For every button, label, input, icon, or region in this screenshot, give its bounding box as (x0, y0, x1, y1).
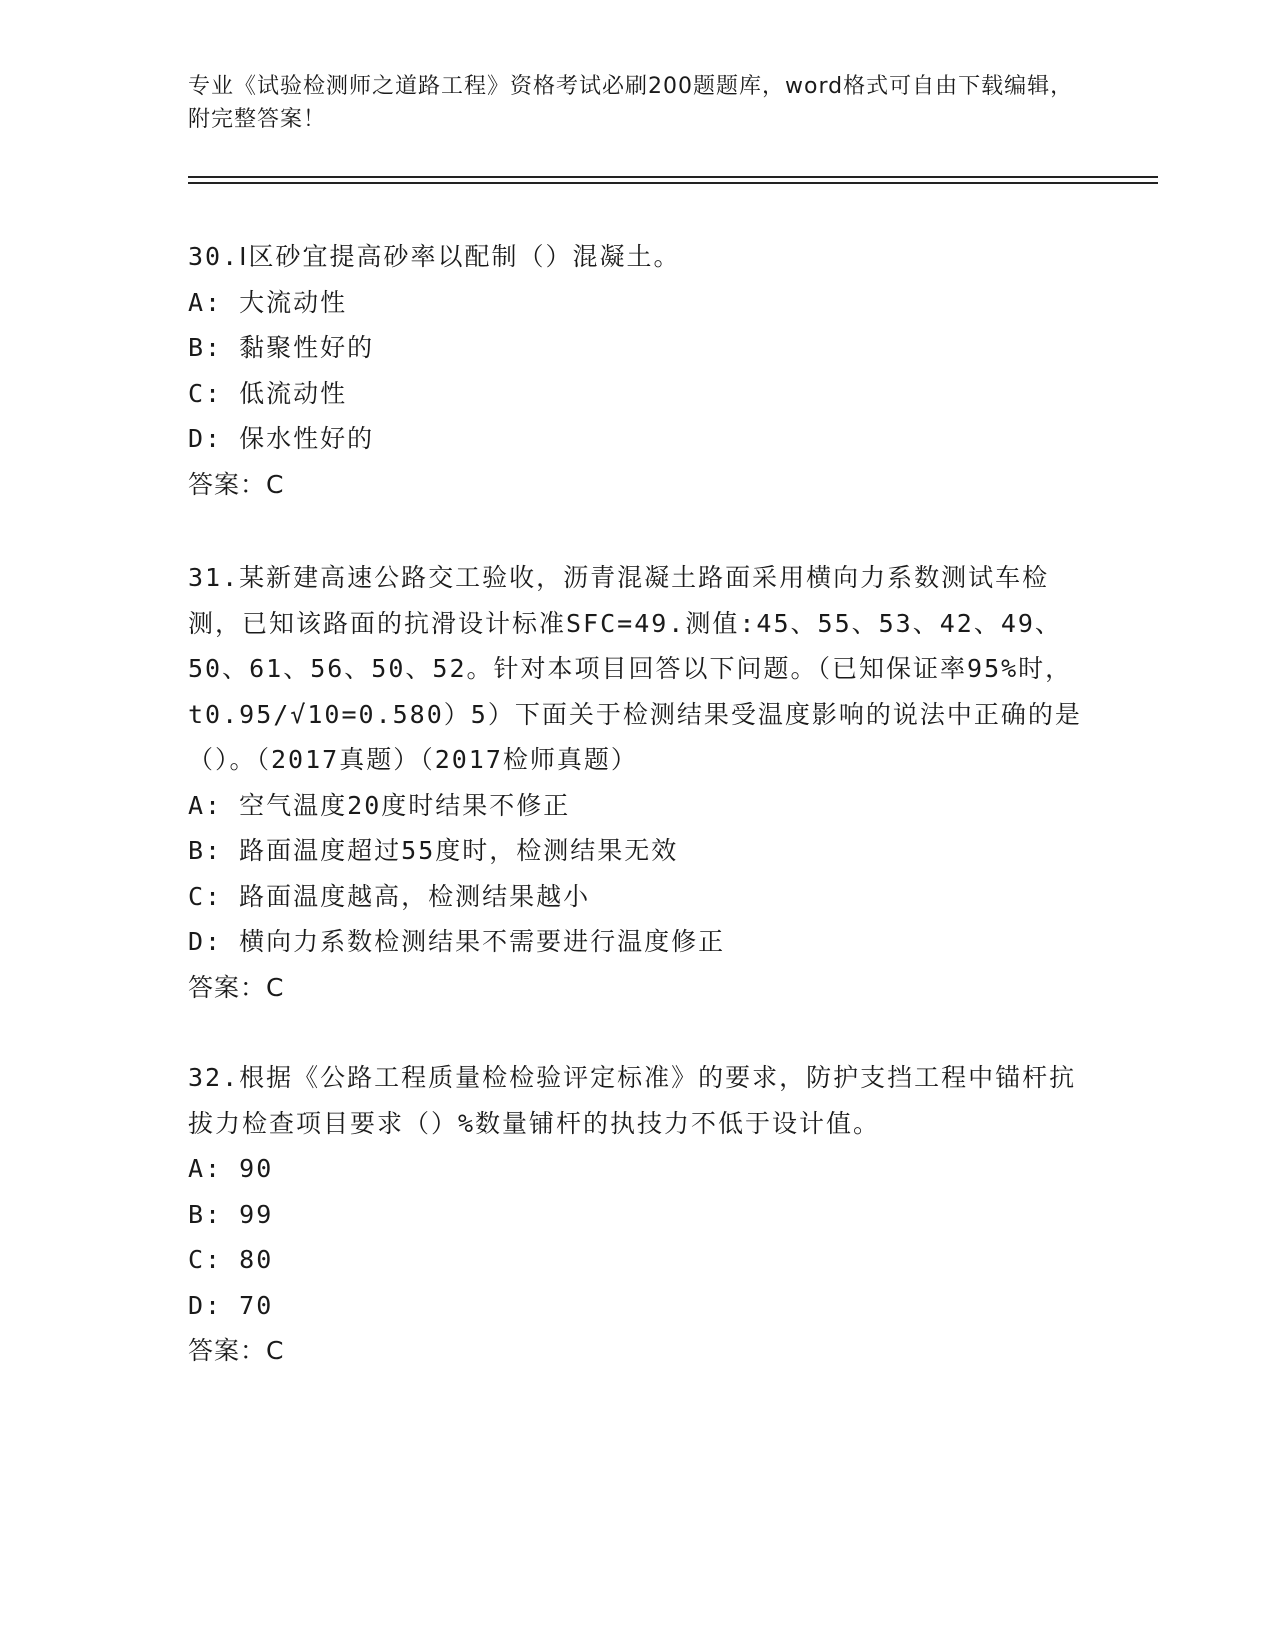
option-text: 横向力系数检测结果不需要进行温度修正 (239, 927, 726, 956)
header-divider-top (188, 176, 1158, 178)
option-text: 70 (239, 1290, 274, 1320)
option-letter: B: (188, 333, 223, 362)
question-31 (188, 555, 1088, 1010)
option-letter: D: (188, 424, 223, 453)
option-c (188, 371, 1088, 417)
question-stem: 30.Ⅰ区砂宜提高砂率以配制（）混凝土。 (188, 242, 681, 271)
option-text: 路面温度越高，检测结果越小 (239, 881, 591, 911)
option-a (188, 280, 1088, 326)
option-letter: C: (188, 378, 223, 408)
question-stem: 31.某新建高速公路交工验收，沥青混凝土路面采用横向力系数测试车检测，已知该路面的抗滑设计标准SFC=49.测值:45、55、53、42、49、50、61、56、50、52。针对本项目回答以下问题。（已知保证率95%时，t0.95/√10=0.580）5）下面关于检测结果受温度影响的说法中正确的是（）。（2017真题）（2017检师真题） (188, 563, 1082, 774)
question-30 (188, 234, 1088, 507)
option-b (188, 325, 1088, 371)
option-text: 99 (239, 1199, 274, 1229)
option-c (188, 874, 1088, 920)
option-letter: D: (188, 927, 223, 956)
option-text: 80 (239, 1245, 274, 1274)
header-divider-bottom (188, 182, 1158, 184)
option-text: 90 (239, 1154, 274, 1183)
answer: 答案：C (188, 469, 285, 499)
question-32 (188, 1055, 1088, 1374)
option-text: 空气温度20度时结果不修正 (239, 790, 571, 820)
option-text: 保水性好的 (239, 424, 375, 453)
option-text: 大流动性 (239, 287, 348, 317)
option-letter: B: (188, 1199, 223, 1229)
option-letter: A: (188, 287, 223, 317)
answer: 答案：C (188, 972, 285, 1002)
option-letter: C: (188, 1245, 223, 1274)
option-letter: A: (188, 1154, 223, 1183)
option-c (188, 1237, 1088, 1283)
option-letter: B: (188, 836, 223, 865)
option-b (188, 828, 1088, 874)
option-text: 路面温度超过55度时，检测结果无效 (239, 836, 679, 865)
option-d (188, 919, 1088, 965)
option-letter: D: (188, 1290, 223, 1320)
option-a (188, 783, 1088, 829)
option-letter: A: (188, 790, 223, 820)
question-stem: 32.根据《公路工程质量检检验评定标准》的要求，防护支挡工程中锚杆抗拔力检查项目要求（）%数量铺杆的执技力不低于设计值。 (188, 1063, 1077, 1138)
option-a (188, 1146, 1088, 1192)
option-letter: C: (188, 881, 223, 911)
option-text: 低流动性 (239, 378, 348, 408)
answer: 答案：C (188, 1336, 285, 1365)
option-d (188, 1283, 1088, 1329)
option-b (188, 1192, 1088, 1238)
option-text: 黏聚性好的 (239, 333, 375, 362)
document-header: 专业《试验检测师之道路工程》资格考试必刷200题题库，word格式可自由下载编辑，附完整答案！ (188, 74, 1074, 132)
option-d (188, 416, 1088, 462)
